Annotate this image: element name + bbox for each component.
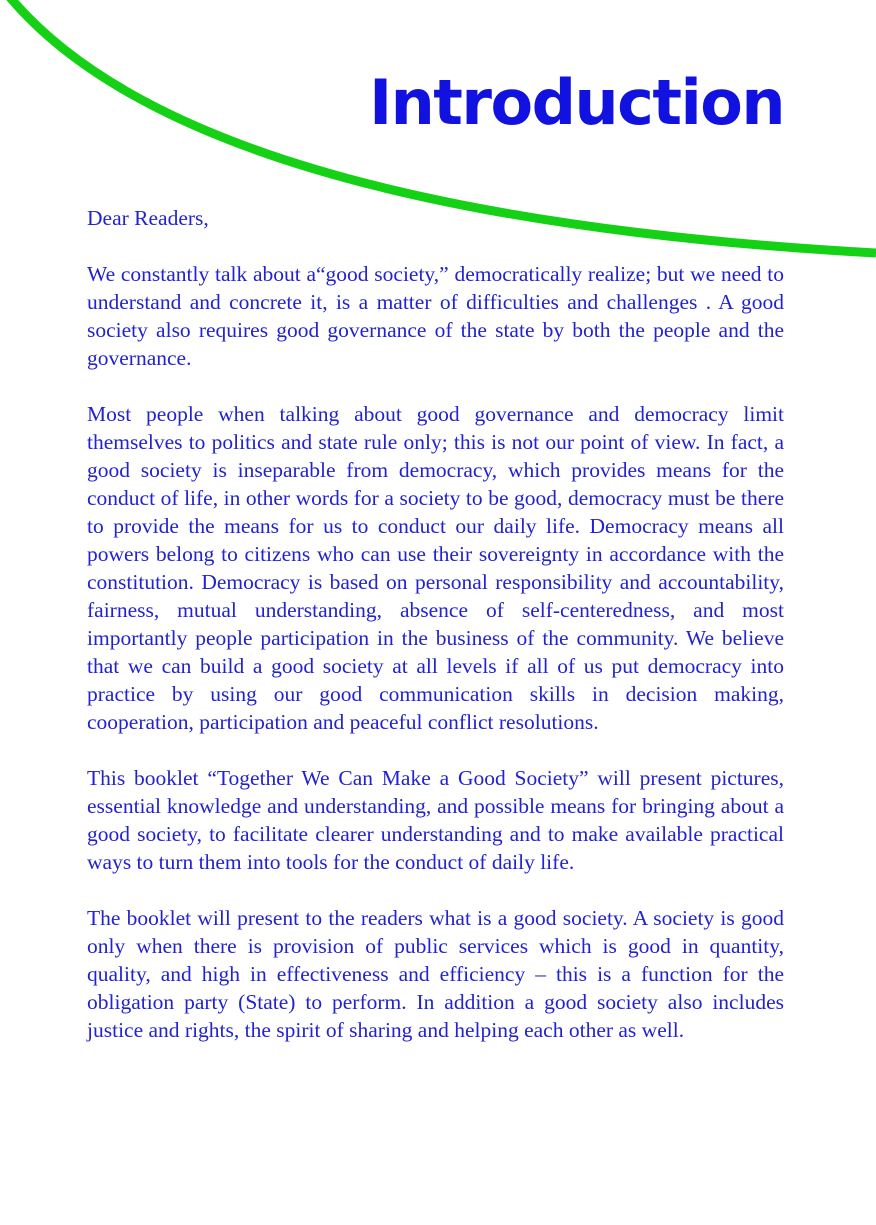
salutation: Dear Readers, [87, 206, 209, 230]
body-text [87, 204, 784, 1072]
paragraph-4: The booklet will present to the readers what is a good society. A society is good only when there is provision of public services which is good in quantity, quality, and high in effectiveness and efficiency – this is a function for the obligation party (State) to perform. In addition a good society also includes justice and rights, the spirit of sharing and helping each other as well. [87, 906, 784, 1042]
paragraph-2: Most people when talking about good governance and democracy limit themselves to politics and state rule only; this is not our point of view. In fact, a good society is inseparable from democracy, which provides means for the conduct of life, in other words for a society to be good, democracy must be there to provide the means for us to conduct our daily life. Democracy means all powers belong to citizens who can use their sovereignty in accordance with the constitution. Democracy is based on personal responsibility and accountability, fairness, mutual understanding, absence of self-centeredness, and most importantly people participation in the business of the community. We believe that we can build a good society at all levels if all of us put democracy into practice by using our good communication skills in decision making, cooperation, participation and peaceful conflict resolutions. [87, 402, 784, 734]
paragraph-3: This booklet “Together We Can Make a Good Society” will present pictures, essential knowledge and understanding, and possible means for bringing about a good society, to facilitate clearer understanding and to make available practical ways to turn them into tools for the conduct of daily life. [87, 766, 784, 874]
page-title: Introduction [369, 66, 784, 139]
paragraph-1: We constantly talk about a“good society,” democratically realize; but we need to understand and concrete it, is a matter of difficulties and challenges . A good society also requires good governance of the state by both the people and the governance. [87, 262, 784, 370]
